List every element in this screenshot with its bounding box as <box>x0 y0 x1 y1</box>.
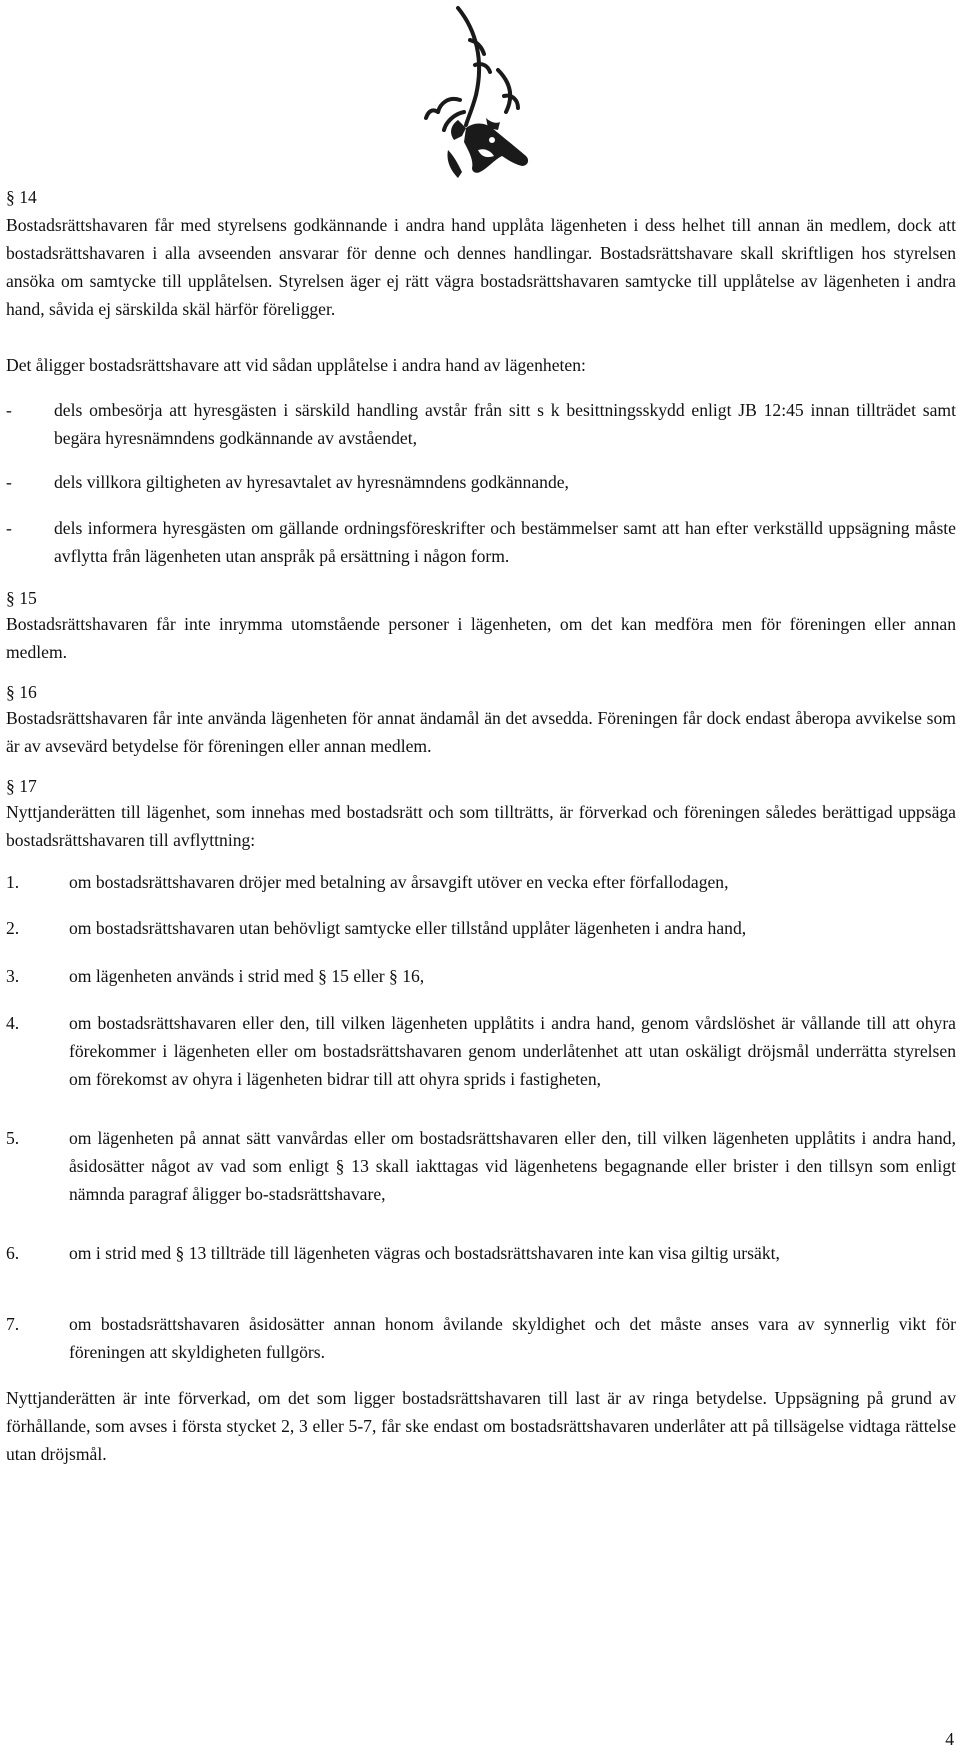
list-item-text: om i strid med § 13 tillträde till lägenheten vägras och bostadsrättshavaren inte kan visa giltig ursäkt, <box>69 1243 780 1263</box>
dash-item-2 <box>6 468 956 496</box>
section-15-heading: § 15 <box>6 588 37 608</box>
list-number: 1. <box>6 872 20 892</box>
dash-item-text: dels ombesörja att hyresgästen i särskild handling avstår från sitt s k besittningsskydd enligt JB 12:45 innan tillträdet samt begära hyresnämndens godkännande av avståendet, <box>54 400 956 448</box>
list-item-3 <box>6 962 956 990</box>
dash-bullet: - <box>6 472 12 492</box>
dash-bullet: - <box>6 518 12 538</box>
list-number: 5. <box>6 1128 20 1148</box>
list-number: 6. <box>6 1243 20 1263</box>
list-number: 2. <box>6 918 20 938</box>
section-17-heading: § 17 <box>6 776 37 796</box>
list-item-1 <box>6 868 956 896</box>
reindeer-head-logo-icon <box>418 0 542 190</box>
list-item-6 <box>6 1239 956 1267</box>
list-number: 3. <box>6 966 20 986</box>
list-item-text: om bostadsrättshavaren eller den, till vilken lägenheten upplåtits i andra hand, genom vårdslöshet är vållande till att ohyra förekommer i lägenheten eller om bostadsrättshavaren genom underlåtenhet att utan oskäligt dröjsmål underrätta styrelsen om förekomst av ohyra i lägenheten bidrar till att ohyra sprids i fastigheten, <box>69 1013 956 1089</box>
section-14-heading: § 14 <box>6 187 37 207</box>
section-14-paragraph: Bostadsrättshavaren får med styrelsens godkännande i andra hand upplåta lägenheten i dess helhet till annan än medlem, dock att bostadsrättshavaren i alla avseenden ansvarar för denne och dennes handlingar. Bostadsrättshavare skall skriftligen hos styrelsen ansöka om samtycke till upplåtelsen. Styrelsen äger ej rätt vägra bostadsrättshavaren samtycke till upplåtelse av lägenheten i andra hand, såvida ej särskilda skäl härför föreligger. <box>6 215 956 319</box>
list-item-2 <box>6 914 956 942</box>
list-item-text: om bostadsrättshavaren utan behövligt samtycke eller tillstånd upplåter lägenheten i andra hand, <box>69 918 747 938</box>
dash-item-text: dels villkora giltigheten av hyresavtalet av hyresnämndens godkännande, <box>54 472 569 492</box>
section-14-intro: Det åligger bostadsrättshavare att vid sådan upplåtelse i andra hand av lägenheten: <box>6 355 586 375</box>
list-item-text: om lägenheten används i strid med § 15 eller § 16, <box>69 966 425 986</box>
list-number: 7. <box>6 1314 20 1334</box>
dash-item-1 <box>6 396 956 452</box>
section-17-intro: Nyttjanderätten till lägenhet, som innehas med bostadsrätt och som tillträtts, är förverkad och föreningen således berättigad uppsäga bostadsrättshavaren till avflyttning: <box>6 802 956 850</box>
section-16-paragraph: Bostadsrättshavaren får inte använda lägenheten för annat ändamål än det avsedda. Föreningen får dock endast åberopa avvikelse som är av avsevärd betydelse för föreningen eller annan medlem. <box>6 708 956 756</box>
section-15-paragraph: Bostadsrättshavaren får inte inrymma utomstående personer i lägenheten, om det kan medföra men för föreningen eller annan medlem. <box>6 614 956 662</box>
list-item-4 <box>6 1009 956 1093</box>
list-item-7 <box>6 1310 956 1366</box>
section-17-closing: Nyttjanderätten är inte förverkad, om det som ligger bostadsrättshavaren till last är av ringa betydelse. Uppsägning på grund av förhållande, som avses i första stycket 2, 3 eller 5-7, får ske endast om bostadsrättshavaren underlåter att på tillsägelse vidtaga rättelse utan dröjsmål. <box>6 1388 956 1464</box>
dash-bullet: - <box>6 400 12 420</box>
list-number: 4. <box>6 1013 20 1033</box>
list-item-text: om lägenheten på annat sätt vanvårdas eller om bostadsrättshavaren eller den, till vilken lägenheten upplåtits i andra hand, åsidosätter något av vad som enligt § 13 skall iakttagas vid lägenhetens begagnande eller brister i den tillsyn som enligt nämnda paragraf åligger bo-stadsrättshavare, <box>69 1128 956 1204</box>
list-item-text: om bostadsrättshavaren åsidosätter annan honom åvilande skyldighet och det måste anses vara av synnerlig vikt för föreningen att skyldigheten fullgörs. <box>69 1314 956 1362</box>
page-number: 4 <box>945 1729 954 1749</box>
dash-item-text: dels informera hyresgästen om gällande ordningsföreskrifter och bestämmelser samt att han efter verkställd uppsägning måste avflytta från lägenheten utan anspråk på ersättning i någon form. <box>54 518 956 566</box>
section-16-heading: § 16 <box>6 682 37 702</box>
dash-item-3 <box>6 514 956 570</box>
list-item-text: om bostadsrättshavaren dröjer med betalning av årsavgift utöver en vecka efter förfallodagen, <box>69 872 729 892</box>
list-item-5 <box>6 1124 956 1208</box>
